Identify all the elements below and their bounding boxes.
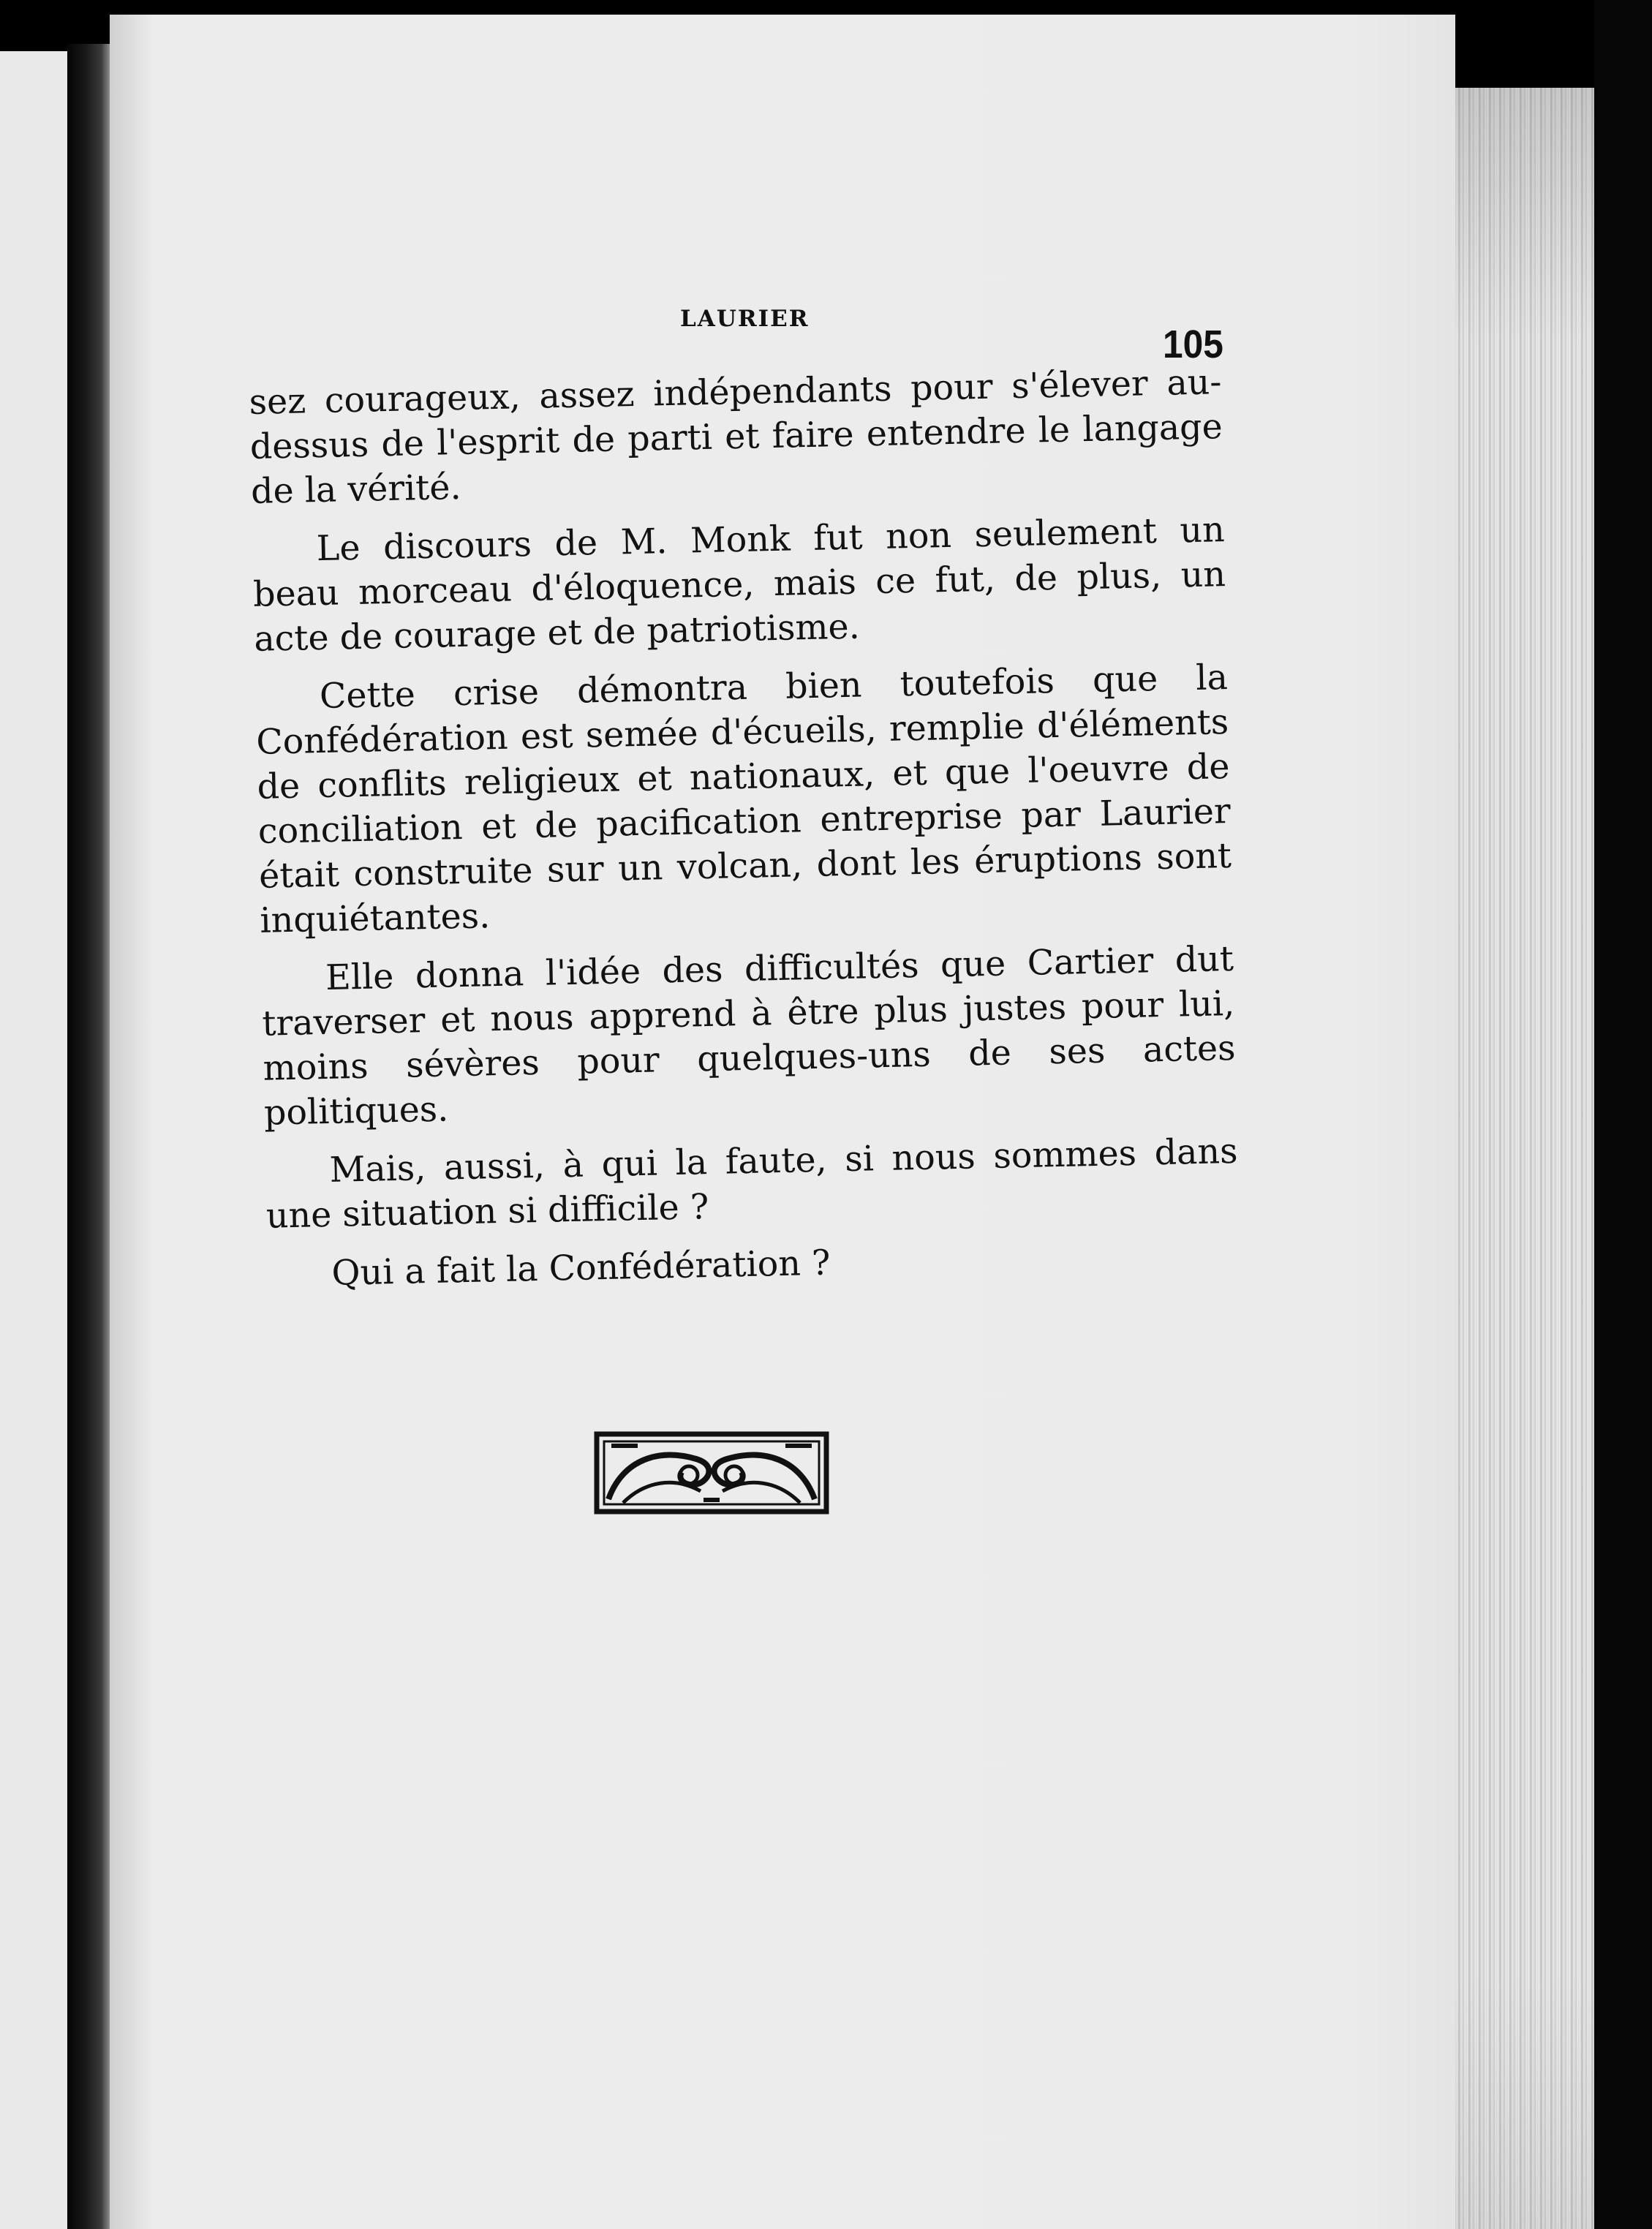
facing-page-edge: [0, 51, 67, 2229]
page-body: [249, 360, 1240, 1311]
book-gutter: [67, 44, 110, 2229]
scan-border: [1594, 0, 1652, 2229]
paragraph: Cette crise démontra bien toutefois que la Confédération est semée d'écueils, remplie d'éléments de conflits religieux et nationaux, et que l'oeuvre de conciliation et de pacification entreprise par Laurier était construite sur un volcan, dont les éruptions sont inquiétantes.: [255, 657, 1232, 941]
page-number: 105: [1163, 323, 1223, 366]
tailpiece-ornament-icon: [594, 1430, 829, 1517]
page-block-shading: [1455, 88, 1594, 2229]
paragraph: Qui a fait la Confédération ?: [331, 1242, 831, 1294]
paragraph-continuation: sez courageux, assez indépendants pour s'élever au-dessus de l'esprit de parti et faire entendre le langage de la vérité.: [249, 362, 1223, 512]
paragraph: Elle donna l'idée des difficultés que Cartier dut traverser et nous apprend à être plus justes pour lui, moins sévères pour quelques-uns de ses actes politiques.: [261, 938, 1237, 1134]
paragraph: Le discours de M. Monk fut non seulement un beau morceau d'éloquence, mais ce fut, de plus, un acte de courage et de patriotisme.: [252, 510, 1226, 660]
paragraph: Mais, aussi, à qui la faute, si nous sommes dans une situation si difficile ?: [265, 1131, 1238, 1237]
running-head: LAURIER: [680, 306, 810, 332]
